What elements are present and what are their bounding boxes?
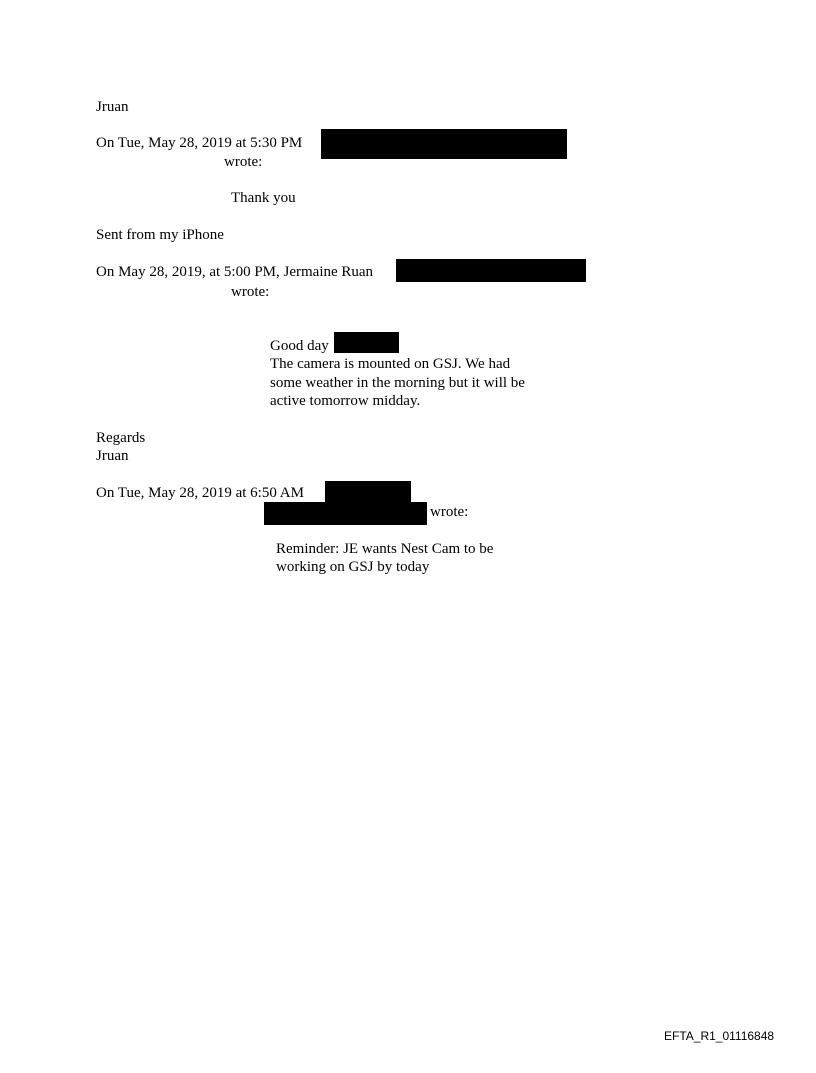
redaction-block: [325, 481, 411, 503]
document-id: EFTA_R1_01116848: [664, 1029, 775, 1043]
regards-text: Regards: [96, 430, 146, 446]
redaction-block: [264, 502, 427, 525]
redaction-block: [396, 259, 586, 282]
reply1-header: On Tue, May 28, 2019 at 5:30 PM: [96, 135, 303, 151]
reply2-header: On May 28, 2019, at 5:00 PM, Jermaine Ruan: [96, 264, 374, 280]
reply2-body-line: Good day: [270, 338, 329, 354]
original-header: On Tue, May 28, 2019 at 6:50 AM: [96, 485, 304, 501]
reply1-signature: Sent from my iPhone: [96, 227, 224, 243]
redaction-block: [334, 332, 399, 353]
original-body-line: working on GSJ by today: [276, 559, 430, 575]
reply2-wrote: wrote:: [231, 284, 270, 300]
reply2-body-line: active tomorrow midday.: [270, 393, 421, 409]
reply1-body: Thank you: [231, 190, 296, 206]
original-wrote: wrote:: [430, 504, 469, 520]
reply1-wrote: wrote:: [224, 154, 263, 170]
signoff-name: Jruan: [96, 448, 129, 464]
redaction-block: [321, 129, 567, 159]
reply2-body-line: some weather in the morning but it will be: [270, 375, 525, 391]
reply2-body-line: The camera is mounted on GSJ. We had: [270, 356, 511, 372]
original-body-line: Reminder: JE wants Nest Cam to be: [276, 541, 494, 557]
signoff-name: Jruan: [96, 99, 129, 115]
